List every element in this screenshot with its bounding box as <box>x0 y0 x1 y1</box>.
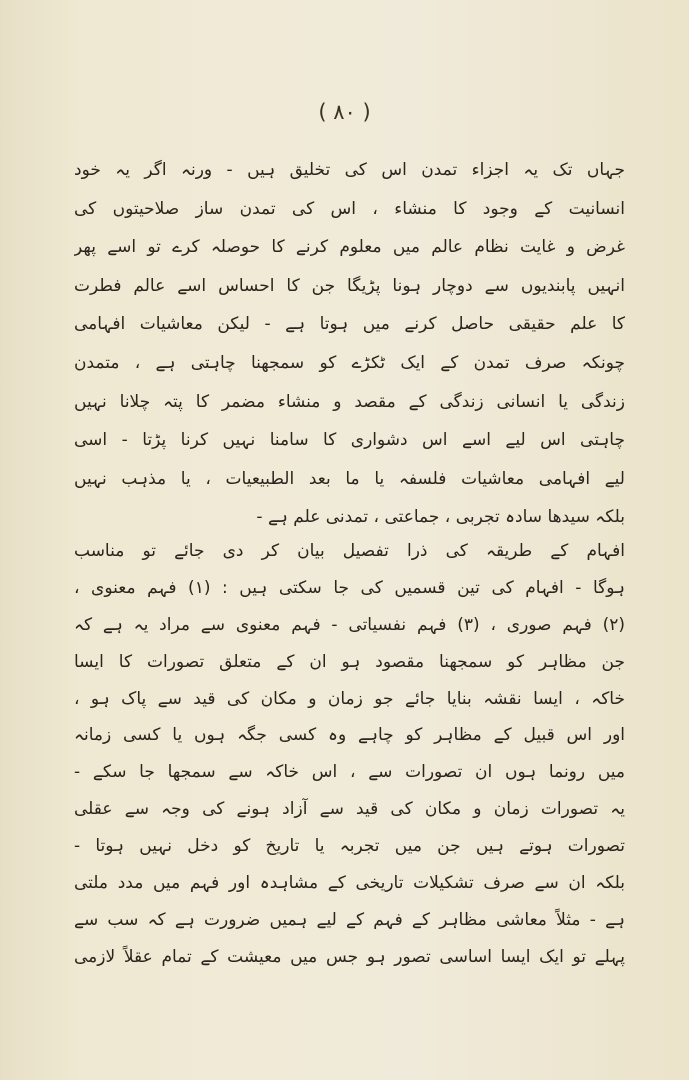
text-line: افہام کے طریقہ کی ذرا تفصیل بیان کر دی جائے تو مناسب <box>74 541 625 561</box>
text-line: انسانیت کے وجود کا منشاء ، اس کی تمدن ساز صلاحیتوں کی <box>74 198 625 219</box>
text-line: یہ تصورات زمان و مکان کی قید سے آزاد ہونے کی وجہ سے عقلی <box>74 799 625 820</box>
text-line: ہے - مثلاً معاشی مظاہر کے فہم کے لیے ہمیں ضرورت ہے کہ سب سے <box>74 909 625 930</box>
page-number: ( ۸۰ ) <box>318 100 371 124</box>
text-line: پہلے تو ایک ایسا اساسی تصور ہو جس میں معیشت کے تمام عقلاً لازمی <box>74 946 625 967</box>
text-line: انہیں پابندیوں سے دوچار ہونا پڑیگا جن کا احساس اسے عالم فطرت <box>74 275 625 296</box>
text-line: چاہتی اس لیے اسے اس دشواری کا سامنا نہیں کرنا پڑتا - اسی <box>74 430 625 451</box>
text-line: غرض و غایت نظام عالم میں معلوم کرنے کا حوصلہ کرے تو اسے پھر <box>74 237 625 258</box>
text-line: چونکہ صرف تمدن کے ایک ٹکڑے کو سمجھنا چاہتی ہے ، متمدن <box>74 352 625 373</box>
paragraph-2 <box>74 533 625 976</box>
text-line: لیے افہامی معاشیات فلسفہ یا ما بعد الطبیعیات ، یا مذہب نہیں <box>74 468 625 489</box>
text-line: (۲) فہم صوری ، (۳) فہم نفسیاتی - فہم معنوی سے مراد یہ ہے کہ <box>74 614 625 635</box>
text-line: زندگی یا انسانی زندگی کے مقصد و منشاء مضمر کا پتہ چلانا نہیں <box>74 391 625 412</box>
text-line: ہوگا - افہام کی تین قسمیں کی جا سکتی ہیں : (۱) فہم معنوی ، <box>74 577 625 598</box>
paragraph-1 <box>74 151 625 537</box>
text-line: اور اس قبیل کے مظاہر کو چاہے وہ کسی جگہ ہوں یا کسی زمانہ <box>74 725 625 746</box>
text-line: کا علم حقیقی حاصل کرنے میں ہوتا ہے - لیکن معاشیات افہامی <box>74 314 625 335</box>
text-line: بلکہ سیدھا سادہ تجربی ، جماعتی ، تمدنی علم ہے - <box>256 507 625 528</box>
text-line: خاکہ ، ایسا نقشہ بنایا جائے جو زمان و مکان کی قید سے پاک ہو ، <box>74 688 625 709</box>
text-line: تصورات ہوتے ہیں جن میں تجربہ یا تاریخ کو دخل نہیں ہوتا - <box>74 836 625 857</box>
text-line: جہاں تک یہ اجزاء تمدن اس کی تخلیق ہیں - ورنہ اگر یہ خود <box>74 160 625 180</box>
text-line: میں رونما ہوں ان تصورات سے ، اس خاکہ سے سمجھا جا سکے - <box>74 762 625 783</box>
text-line: جن مظاہر کو سمجھنا مقصود ہو ان کے متعلق تصورات کا ایسا <box>74 651 625 672</box>
text-line: بلکہ ان سے صرف تشکیلات تاریخی کے مشاہدہ اور فہم میں مدد ملتی <box>74 873 625 894</box>
